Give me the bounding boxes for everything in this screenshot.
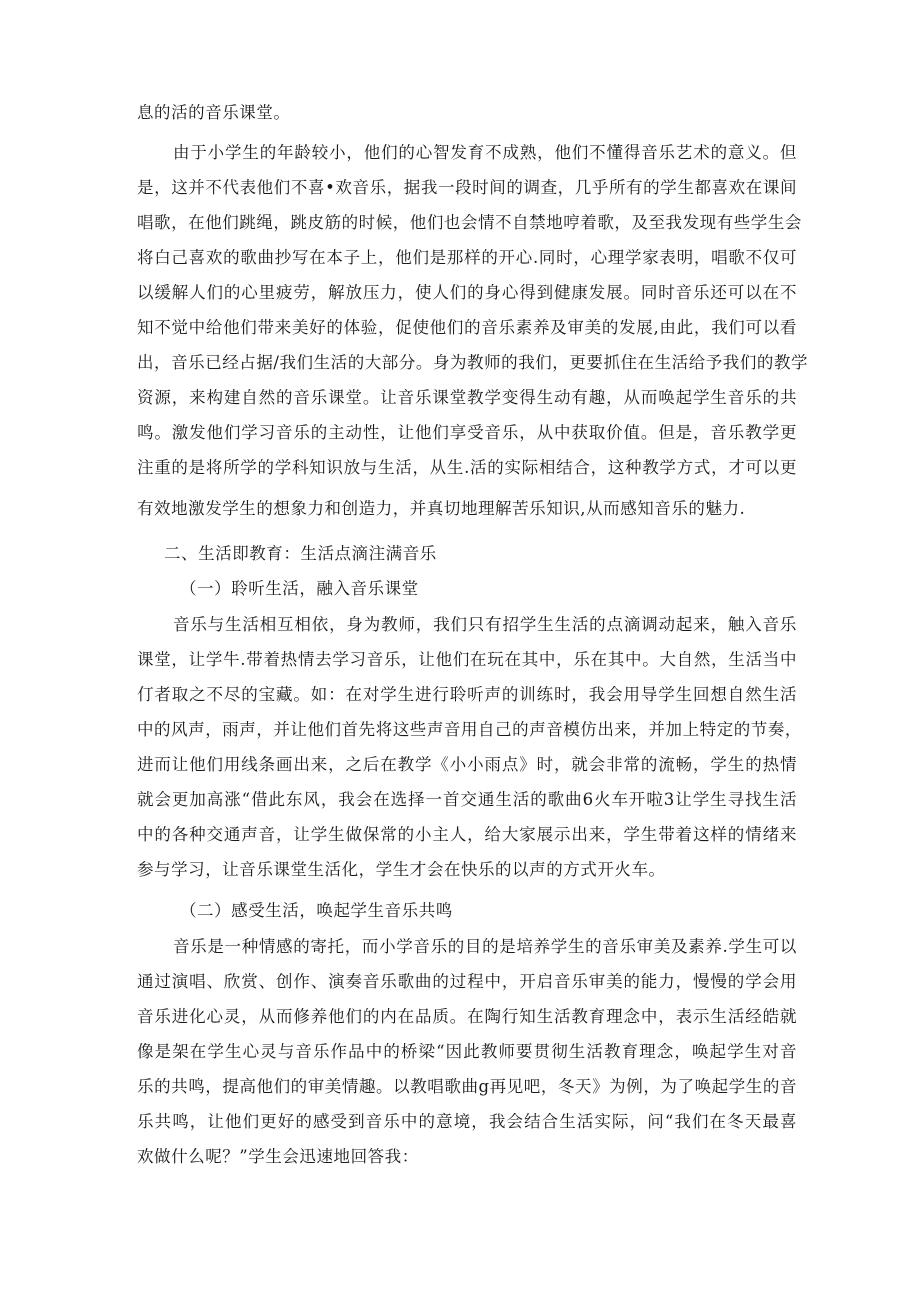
paragraph-line: 息的活的音乐课堂。 <box>137 103 291 122</box>
subsection-heading: （二）感受生活，唤起学生音乐共鸣 <box>180 901 453 920</box>
paragraph-line: 仃者取之不尽的宝藏。如：在对学生进行聆听声的训练时，我会用导学生回想自然生活 <box>137 685 797 704</box>
paragraph-line: 就会更加高涨“借此东风，我会在选择一首交通生活的歌曲6火车开啦3让学生寻找生活 <box>137 790 797 809</box>
paragraph-line: 参与学习，让音乐课堂生活化，学生才会在快乐的以声的方式开火车。 <box>137 860 666 879</box>
paragraph-line: 注重的是将所学的学科知识放与生活，从生.活的实际相结合，这种教学方式，才可以更 <box>137 458 797 477</box>
paragraph-line: 欢做什么呢？”学生会迅速地回答我： <box>137 1147 419 1166</box>
paragraph-line: 进而让他们用线条画出来，之后在教学《小小雨点》时，就会非常的流畅，学生的热情 <box>137 755 797 774</box>
paragraph-line: 中的各种交通声音，让学生做保常的小主人，给大家展示出来，学生带着这样的情绪来 <box>137 825 797 844</box>
paragraph-line: 知不觉中给他们带来美好的体验，促使他们的音乐素养及审美的发展,由此，我们可以看 <box>137 318 797 337</box>
paragraph-line: 课堂，让学牛.带着热情去学习音乐，让他们在玩在其中，乐在其中。大自然，生活当中 <box>137 650 797 669</box>
paragraph-line: 唱歌，在他们跳绳，跳皮筋的时候，他们也会情不自禁地哼着歌，及至我发现有些学生会 <box>137 213 802 232</box>
paragraph-line: 通过演唱、欣赏、创作、演奏音乐歌曲的过程中，开启音乐审美的能力，慢慢的学会用 <box>137 972 797 991</box>
paragraph-line: 鸣。激发他们学习音乐的主动性，让他们享受音乐，从中获取价值。但是，音乐教学更 <box>137 423 797 442</box>
paragraph-line: 中的风声，雨声，并让他们首先将这些声音用自己的声音模仿出来，并加上特定的节奏， <box>137 720 802 739</box>
paragraph-line: 音乐与生活相互相依，身为教师，我们只有招学生生活的点滴调动起来，触入音乐 <box>173 615 797 634</box>
subsection-heading: （一）聆听生活，融入音乐课堂 <box>180 579 419 598</box>
paragraph-line: 由于小学生的年龄较小，他们的心智发育不成熟，他们不懂得音乐艺术的意义。但 <box>173 143 797 162</box>
paragraph-line: 音乐进化心灵，从而修养他们的内在品质。在陶行知生活教育理念中，表示生活经皓就 <box>137 1007 797 1026</box>
paragraph-line: 乐共鸣，让他们更好的感受到音乐中的意境，我会结合生活实际，问“我们在冬天最喜 <box>137 1112 797 1131</box>
section-heading: 二、生活即教育：生活点滴注满音乐 <box>164 544 437 563</box>
paragraph-line: 以缓解人们的心里疲劳，解放压力，使人们的身心得到健康发展。同时音乐还可以在不 <box>137 283 797 302</box>
paragraph-line: 资源，来构建自然的音乐课堂。让音乐课堂教学变得生动有趣，从而唤起学生音乐的共 <box>137 388 797 407</box>
paragraph-line: 音乐是一种情感的寄托，而小学音乐的目的是培养学生的音乐审美及素养.学生可以 <box>173 937 797 956</box>
paragraph-line: 有效地激发学生的想象力和创造力，并真切地理解苦乐知识,从而感知音乐的魅力. <box>137 499 746 518</box>
paragraph-line: 出，音乐已经占据/我们生活的大部分。身为教师的我们，更要抓住在生活给予我们的教学 <box>137 353 809 372</box>
paragraph-line: 将白己喜欢的歌曲抄写在本子上，他们是那样的开心.同时，心理学家表明，唱歌不仅可 <box>137 248 797 267</box>
paragraph-line: 像是架在学生心灵与音乐作品中的桥梁“因此教师要贯彻生活教育理念，唤起学生对音 <box>137 1042 797 1061</box>
paragraph-line: 乐的共鸣，提高他们的审美情趣。以教唱歌曲g再见吧，冬天》为例，为了唤起学生的音 <box>137 1077 797 1096</box>
paragraph-line: 是，这并不代表他们不喜•欢音乐，据我一段时间的调查，几乎所有的学生都喜欢在课间 <box>137 178 797 197</box>
